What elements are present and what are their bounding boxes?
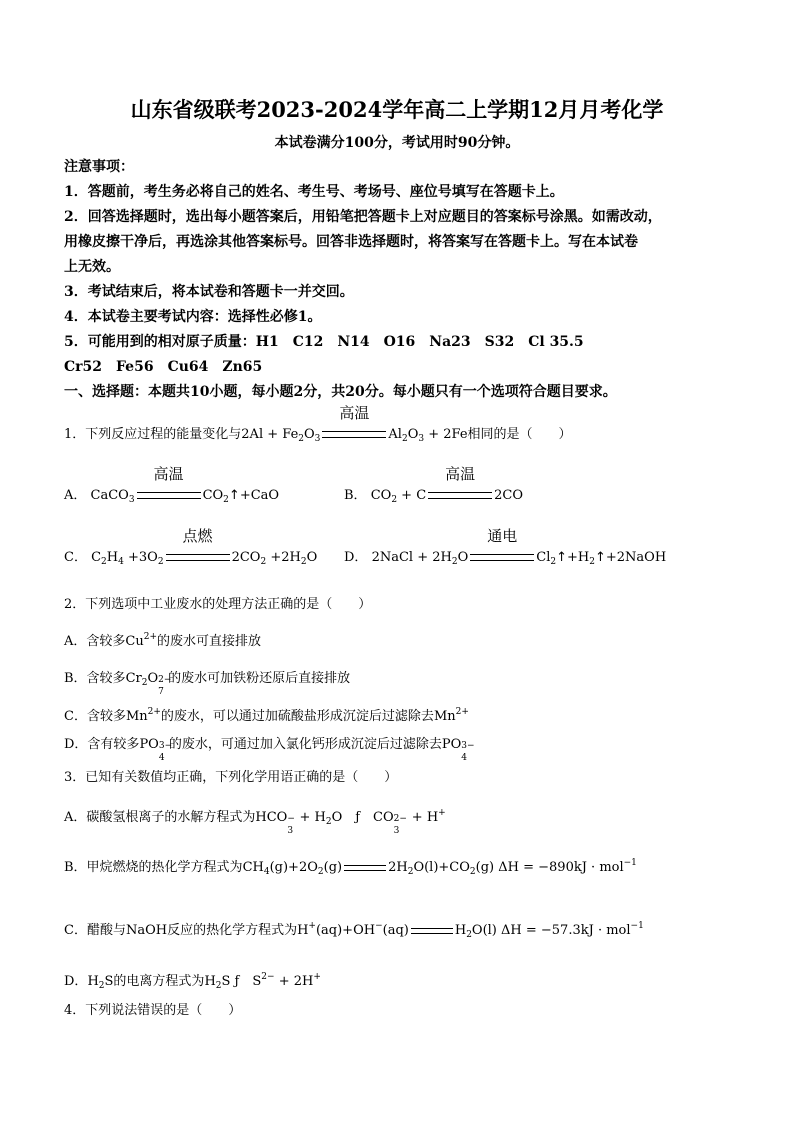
question-1-option-c[interactable]: C． $C_2H_4 +3O_2$ 点燃 $2CO_2 +2H_2O$ bbox=[64, 527, 318, 567]
note-3: 3．考试结束后，将本试卷和答题卡一并交回。 bbox=[64, 284, 354, 300]
question-3-option-b[interactable]: B．甲烷燃烧的热化学方程式为$CH_4(g)+2O_2(g)$ $2H_2O(l)+CO_2(g) \Delta H = -890kJ \cdot mol^{-1}$ bbox=[64, 858, 637, 877]
question-2-stem: 2．下列选项中工业废水的处理方法正确的是（ ） bbox=[64, 597, 372, 612]
question-2-option-a[interactable]: A．含较多$Cu^{2+}$的废水可直接排放 bbox=[64, 632, 262, 649]
question-2-option-d[interactable]: D．含有较多PO 3− 4 的废水，可通过加入氯化钙形成沉淀后过滤除去PO 3− 4 bbox=[64, 737, 475, 763]
question-1-option-d[interactable]: D． 2NaCl + $2H_2O$ 通电 $Cl_2↑+H_2↑+2NaOH$ bbox=[344, 527, 667, 567]
question-3-option-a[interactable]: A．碳酸氢根离子的水解方程式为HCO − 3 + $H_2O$ ƒ CO 2− 3 + H+ bbox=[64, 808, 446, 836]
question-4-stem: 4．下列说法错误的是（ ） bbox=[64, 1003, 242, 1018]
note-2-line-2: 用橡皮擦干净后，再选涂其他答案标号。回答非选择题时，将答案写在答题卡上。写在本试卷 bbox=[64, 234, 638, 250]
notes-heading: 注意事项： bbox=[64, 159, 134, 175]
note-2-line-3: 上无效。 bbox=[64, 259, 120, 275]
question-1-option-a[interactable]: A． CaCO$_3$ 高温 $CO_2↑+CaO$ bbox=[64, 465, 280, 505]
question-3-option-c[interactable]: C．醋酸与NaOH反应的热化学方程式为H+(aq)+OH−(aq) $H_2O(l) \Delta H = -57.3kJ \cdot mol^{-1}$ bbox=[64, 921, 644, 940]
page-subtitle: 本试卷满分100分，考试用时90分钟。 bbox=[274, 135, 520, 151]
note-5-line-1: 5．可能用到的相对原子质量：H1 C12 N14 O16 Na23 S32 Cl 35.5 bbox=[64, 334, 584, 350]
section-heading: 一、选择题：本题共10小题，每小题2分，共20分。每小题只有一个选项符合题目要求。 bbox=[64, 384, 617, 400]
note-5-line-2: Cr52 Fe56 Cu64 Zn65 bbox=[64, 359, 263, 375]
note-4: 4．本试卷主要考试内容：选择性必修1。 bbox=[64, 309, 322, 325]
question-2-option-c[interactable]: C．含较多$Mn^{2+}$的废水，可以通过加硫酸盐形成沉淀后过滤除去$Mn^{2+}$ bbox=[64, 707, 469, 724]
question-3-stem: 3．已知有关数值均正确，下列化学用语正确的是（ ） bbox=[64, 770, 398, 785]
note-2-line-1: 2．回答选择题时，选出每小题答案后，用铅笔把答题卡上对应题目的答案标号涂黑。如需改动， bbox=[64, 209, 662, 225]
question-2-option-b[interactable]: B．含较多$Cr_2O$ 2− 7 的废水可加铁粉还原后直接排放 bbox=[64, 671, 351, 697]
condition-label: 高温 bbox=[339, 404, 370, 422]
page-title: 山东省级联考2023-2024学年高二上学期12月月考化学 bbox=[130, 97, 664, 122]
note-1: 1．答题前，考生务必将自己的姓名、考生号、考场号、座位号填写在答题卡上。 bbox=[64, 184, 564, 200]
question-1-stem: 1．下列反应过程的能量变化与$2Al + Fe_2O_3$ 高温 $Al_2O_3 + 2Fe$相同的是（ ） bbox=[64, 404, 572, 444]
question-1-option-b[interactable]: B． $CO_2 + C$ 高温 2CO bbox=[344, 465, 524, 505]
question-3-option-d[interactable]: D．$H_2S$的电离方程式为$H_2S$ ƒ $S^{2-} + 2H^+$ bbox=[64, 972, 321, 991]
